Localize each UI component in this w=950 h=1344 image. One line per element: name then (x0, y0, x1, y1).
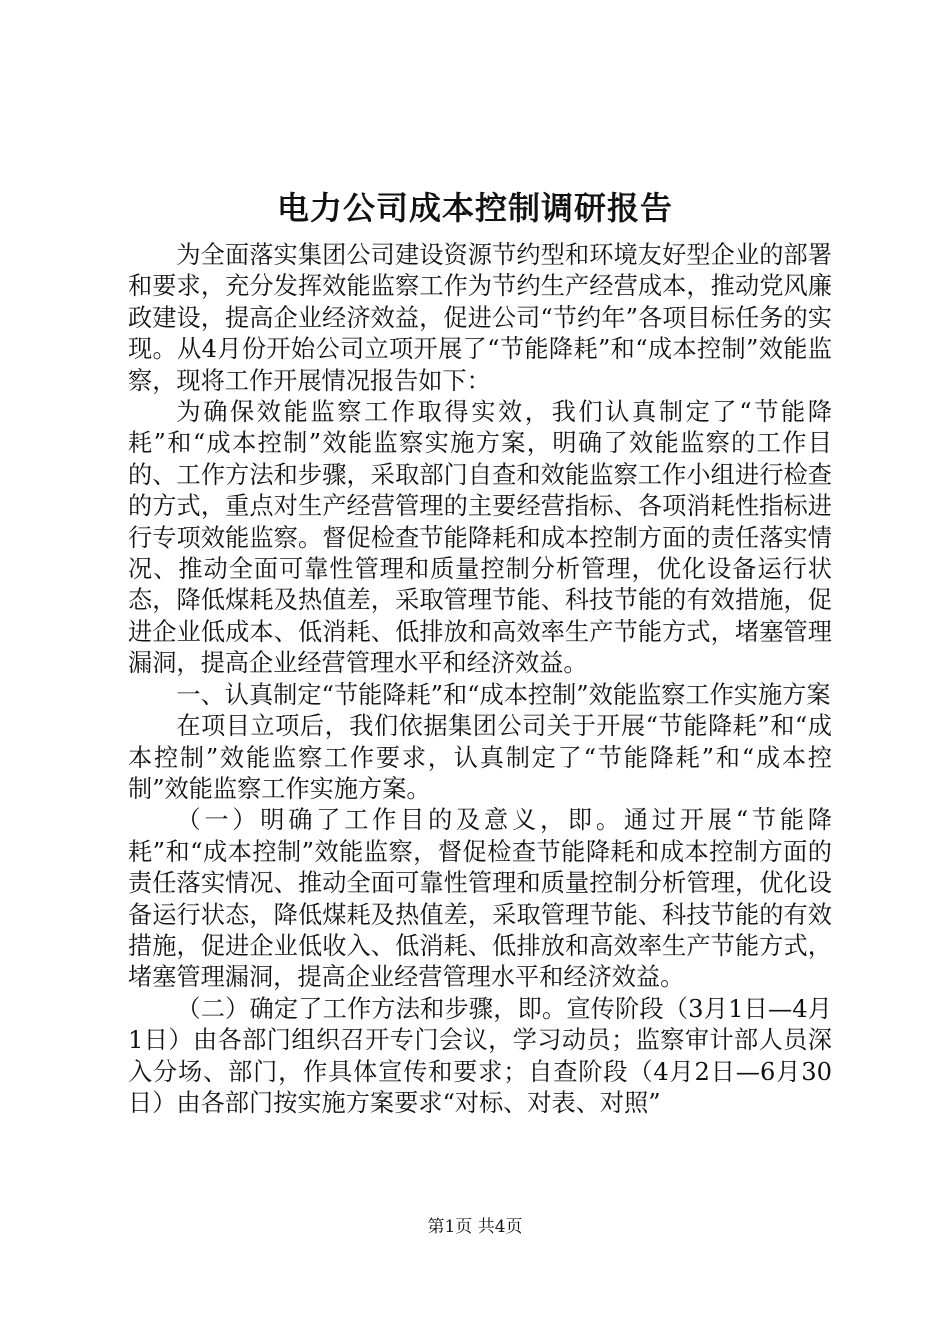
paragraph-implementation: 为确保效能监察工作取得实效，我们认真制定了“节能降耗”和“成本控制”效能监察实施方案，明确了效能监察的工作目的、工作方法和步骤，采取部门自查和效能监察工作小组进行检查的方式，重点对生产经营管理的主要经营指标、各项消耗性指标进行专项效能监察。督促检查节能降耗和成本控制方面的责任落实情况、推动全面可靠性管理和质量控制分析管理，优化设备运行状态，降低煤耗及热值差，采取管理节能、科技节能的有效措施，促进企业低成本、低消耗、低排放和高效率生产节能方式，堵塞管理漏洞，提高企业经营管理水平和经济效益。 (128, 398, 832, 678)
paragraph-plan: 在项目立项后，我们依据集团公司关于开展“节能降耗”和“成本控制”效能监察工作要求，认真制定了“节能降耗”和“成本控制”效能监察工作实施方案。 (128, 712, 832, 803)
document-body (128, 240, 832, 1119)
paragraph-intro: 为全面落实集团公司建设资源节约型和环境友好型企业的部署和要求，充分发挥效能监察工作为节约生产经营成本，推动党风廉政建设，提高企业经济效益，促进公司“节约年”各项目标任务的实现。从4月份开始公司立项开展了“节能降耗”和“成本控制”效能监察，现将工作开展情况报告如下： (128, 241, 832, 395)
page-number: 第1页 共4页 (427, 1217, 523, 1237)
section-heading-1: 一、认真制定“节能降耗”和“成本控制”效能监察工作实施方案 (176, 680, 831, 709)
paragraph-methods: （二）确定了工作方法和步骤，即。宣传阶段（3月1日—4月1日）由各部门组织召开专门会议，学习动员；监察审计部人员深入分场、部门，作具体宣传和要求；自查阶段（4月2日—6月30日）由各部门按实施方案要求“对标、对表、对照” (128, 994, 832, 1117)
page-title: 电力公司成本控制调研报告 (276, 189, 673, 227)
paragraph-purpose: （一）明确了工作目的及意义，即。通过开展“节能降耗”和“成本控制”效能监察，督促检查节能降耗和成本控制方面的责任落实情况、推动全面可靠性管理和质量控制分析管理，优化设备运行状态，降低煤耗及热值差，采取管理节能、科技节能的有效措施，促进企业低收入、低消耗、低排放和高效率生产节能方式，堵塞管理漏洞，提高企业经营管理水平和经济效益。 (128, 806, 832, 992)
